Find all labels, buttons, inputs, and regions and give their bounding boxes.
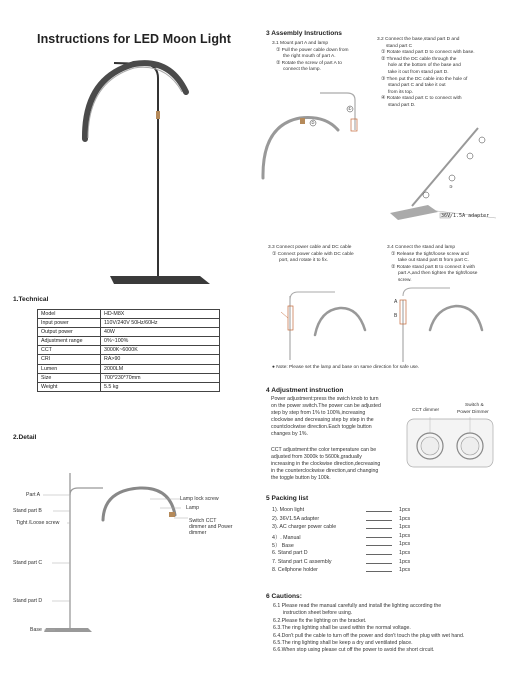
- label-switch-cct-3: dimmer: [189, 530, 207, 536]
- step-1-marker: ①: [348, 106, 352, 111]
- assembly-3-1: 3.1 Mount part A and lamp ① Pull the power cable down from the right mouth of part A. ② Rotate the screw of part A to connect the lamp.: [272, 41, 349, 73]
- assembly-3-2: 3.2 Connect the base,stand part D and stand part C ① Rotate stand part D to connect with base. ② Thread the DC cable through the hole at the bottom of the base and take it out from stand part D. ③ Then put the DC cable into the hole of stand part C and take it out from its top. ④ Rotate stand part C to connect with stand part D.: [377, 37, 475, 108]
- spec-key: Weight: [38, 382, 101, 391]
- packing-divider: [366, 554, 392, 555]
- label-switch-cct: Switch CCT: [189, 518, 217, 524]
- caution-item: 6.5.The ring lighting shall be keep a dry and ventilated place.: [273, 640, 413, 647]
- packing-item-name: 8. Cellphone holder: [272, 567, 318, 574]
- adjustment-line: increasing in the clockwise direction,decreasing: [271, 461, 381, 467]
- packing-item-name: 3). AC charger power cable: [272, 524, 337, 531]
- packing-item-name: 5） Base: [272, 543, 294, 550]
- label-stand-part-c: Stand part C: [13, 560, 43, 566]
- switch-power-label: Switch & Power Dimmer: [457, 403, 489, 415]
- assembly-3-3: 3.3 Connect power cable and DC cable ① Connect power cable with DC cable port, and rotate it to fix.: [268, 245, 354, 264]
- adjustment-line: adjusted from 3000k to 5600k,gradually: [271, 454, 362, 460]
- assembly-3-4: 3.4 Connect the stand and lamp ① Release the tight/loose screw and take out stand part B from part C. ② Rotate stand part B to connect it with part A,and then tighten the tight/loose screw.: [387, 245, 478, 283]
- caution-item: 6.1 Please read the manual carefully and install the lighting according the: [273, 603, 442, 609]
- packing-item-qty: 1pcs: [399, 507, 411, 513]
- spec-value: 700*230*70mm: [101, 373, 220, 382]
- spec-key: Output power: [38, 328, 101, 337]
- label-lamp: Lamp: [186, 505, 199, 511]
- spec-value: HD-M8X: [101, 310, 220, 319]
- step-2-marker: ②: [311, 120, 315, 125]
- label-base: Base: [30, 627, 42, 633]
- technical-heading: 1.Technical: [13, 296, 49, 303]
- detail-heading: 2.Detail: [13, 434, 37, 441]
- spec-value: 110V/240V 50Hz/60Hz: [101, 319, 220, 328]
- adjustment-line: changes by 1%.: [271, 431, 308, 437]
- spec-value: 3000K~6000K: [101, 346, 220, 355]
- spec-value: 5.5 kg: [101, 382, 220, 391]
- adjustment-line: clockwise and decreasing step by step in the: [271, 417, 374, 423]
- step-3-marker: ③: [449, 184, 453, 189]
- spec-key: Size: [38, 373, 101, 382]
- packing-item-qty: 1pcs: [399, 532, 411, 539]
- adjustment-line: Power adjustment:press the swich knob to turn: [271, 396, 379, 402]
- adjustment-line: in the counterclockwise direction,and changing: [271, 468, 379, 474]
- packing-heading: 5 Packing list: [266, 495, 309, 502]
- label-lamp-lock-screw: Lamp lock screw: [180, 496, 219, 502]
- adjustment-heading: 4 Adjustment instruction: [266, 387, 344, 394]
- cct-dimmer-label: CCT dimmer: [412, 408, 440, 413]
- spec-key: Input power: [38, 319, 101, 328]
- spec-key: CCT: [38, 346, 101, 355]
- label-stand-part-d: Stand part D: [13, 598, 43, 604]
- label-stand-part-b: Stand part B: [13, 508, 42, 514]
- spec-value: 40W: [101, 328, 220, 337]
- caution-item: instruction sheet before using.: [283, 610, 353, 617]
- adjustment-line: the toggle button by 100k.: [271, 475, 331, 481]
- packing-item-qty: 1pcs: [399, 541, 411, 548]
- assembly-note: ● Note: Please set the lamp and base on same direction for safe use.: [272, 365, 420, 370]
- packing-item-name: 7. Stand part C assembly: [272, 558, 332, 565]
- label-part-a: Part A: [26, 492, 41, 498]
- caution-item: 6.4.Don't pull the cable to turn off the power and don't touch the plug with wet hand.: [273, 632, 465, 639]
- spec-value: 2000LM: [101, 364, 220, 373]
- caution-item: 6.6.When stop using please cut off the power to avoid the short circuit.: [273, 647, 435, 654]
- packing-divider: [366, 563, 392, 564]
- packing-divider: [366, 537, 392, 538]
- spec-key: Model: [38, 310, 101, 319]
- packing-item-qty: 1pcs: [399, 524, 411, 531]
- packing-item-name: 1). Moon light: [272, 507, 305, 513]
- label-b: B: [394, 313, 398, 319]
- label-switch-cct-2: dimmer and Power: [189, 524, 233, 530]
- packing-item-qty: 1pcs: [399, 515, 411, 522]
- packing-divider: [366, 545, 392, 546]
- packing-divider: [366, 528, 392, 529]
- packing-divider: [366, 571, 392, 572]
- packing-divider: [366, 511, 392, 512]
- caution-item: 6.3.The ring lighting shall be used within the normal voltage.: [273, 625, 411, 632]
- page-title: Instructions for LED Moon Light: [37, 32, 232, 46]
- cautions-list: [273, 603, 464, 655]
- packing-item-qty: 1pcs: [399, 567, 411, 574]
- spec-key: Lumen: [38, 364, 101, 373]
- assembly-heading: 3 Assembly Instructions: [266, 30, 342, 37]
- packing-item-name: 4）. Manual: [272, 534, 301, 541]
- packing-item-name: 2). 36V1.5A adapter: [272, 515, 320, 522]
- adjustment-line: on the power switch.The power can be adjusted: [271, 403, 381, 409]
- spec-key: CRI: [38, 355, 101, 364]
- cautions-heading: 6 Cautions:: [266, 593, 302, 600]
- packing-item-qty: 1pcs: [399, 558, 411, 565]
- packing-item-qty: 1pcs: [399, 550, 411, 556]
- label-a: A: [394, 299, 398, 305]
- spec-value: RA>90: [101, 355, 220, 364]
- label-tight-loose-screw: Tight /Loose screw: [16, 520, 60, 526]
- spec-key: Adjustment range: [38, 337, 101, 346]
- spec-value: 0%~100%: [101, 337, 220, 346]
- adapter-label: 36V/1.5A adapter: [441, 213, 490, 219]
- packing-divider: [366, 520, 392, 521]
- adjustment-line: CCT adjustment:the color temperature can be: [271, 447, 377, 453]
- packing-item-name: 6. Stand part D: [272, 550, 308, 556]
- adjustment-line: step by step from 1% to 100%,increasing: [271, 410, 366, 416]
- adjustment-line: countclockwise direction.Each toggle button: [271, 424, 372, 430]
- caution-item: 6.2.Please fix the lighting on the bracket.: [273, 617, 367, 624]
